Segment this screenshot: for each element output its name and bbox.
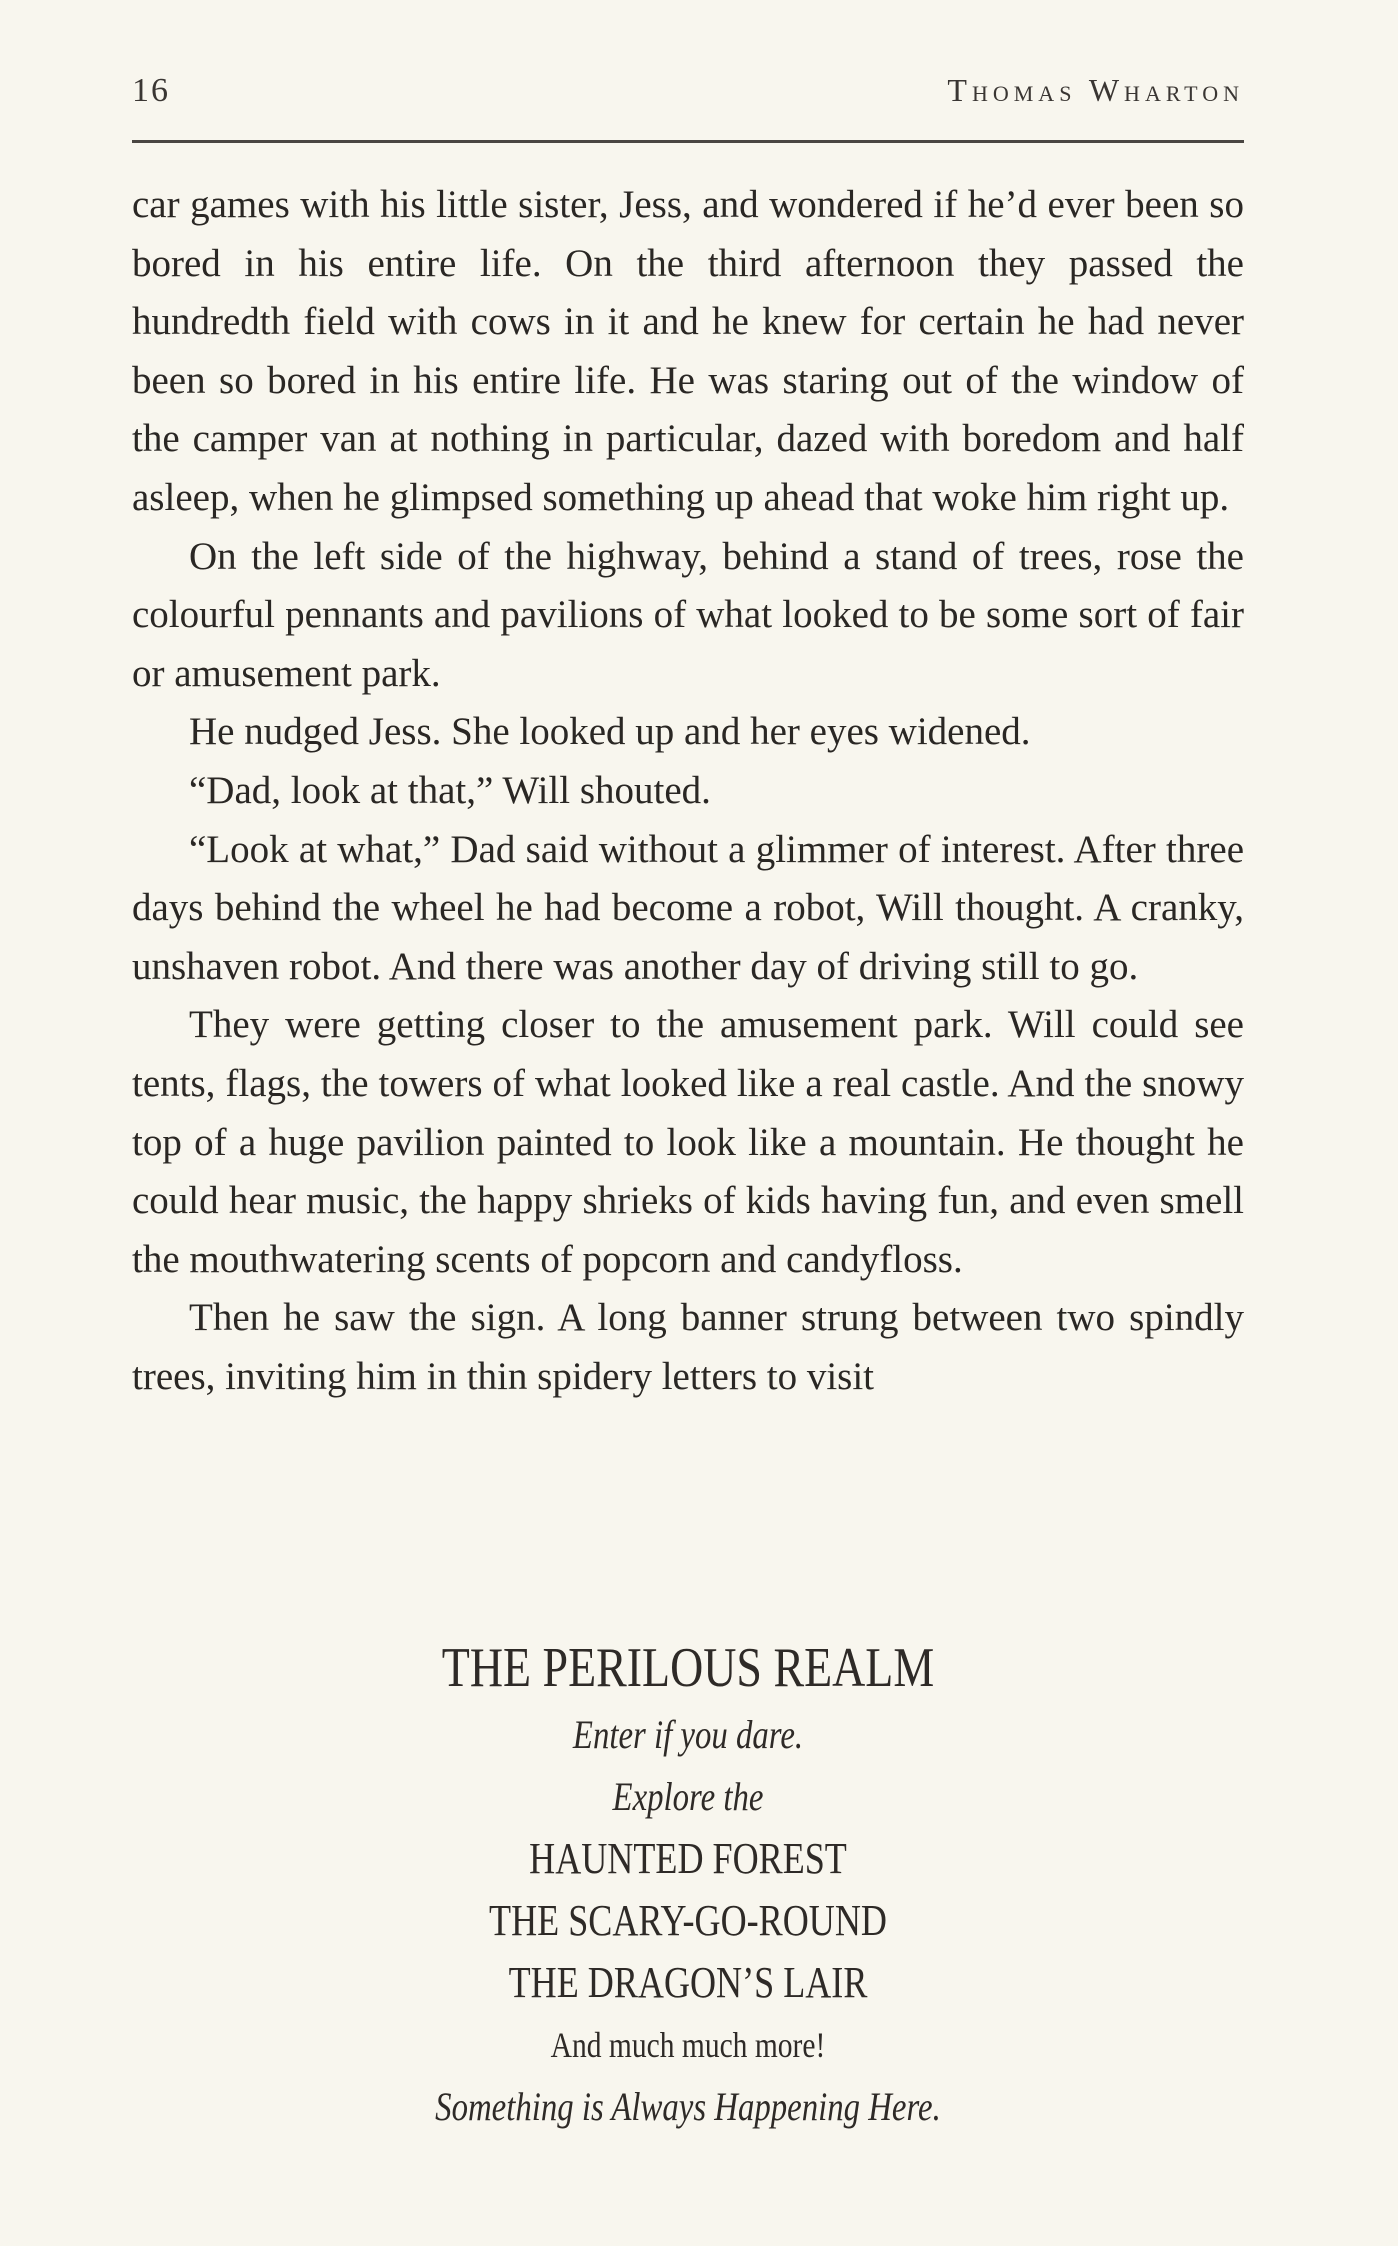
running-head-author: Thomas Wharton (947, 72, 1244, 108)
sign-title: THE PERILOUS REALM (441, 1637, 935, 1699)
paragraph: They were getting closer to the amusement park. Will could see tents, flags, the towers of what looked like a real castle. And the snowy top of a huge pavilion painted to look like a mountain. He thought he could hear music, the happy shrieks of kids having fun, and even smell the mouthwatering scents of popcorn and candyfloss. (132, 1003, 1244, 1281)
paragraph: On the left side of the highway, behind a stand of trees, rose the colourful pennants and pavilions of what looked to be some sort of fair or amusement park. (132, 534, 1244, 695)
page-number: 16 (132, 72, 170, 109)
sign-line: Something is Always Happening Here. (435, 2084, 941, 2129)
header-rule (132, 140, 1244, 143)
body-text (132, 176, 1244, 1406)
paragraph: “Look at what,” Dad said without a glimmer of interest. After three days behind the wheel he had become a robot, Will thought. A cranky, unshaven robot. And there was another day of driving still to go. (132, 827, 1244, 988)
sign-line: THE SCARY-GO-ROUND (489, 1896, 887, 1945)
paragraph: car games with his little sister, Jess, and wondered if he’d ever been so bored in his entire life. On the third afternoon they passed the hundredth field with cows in it and he knew for certain he had never been so bored in his entire life. He was staring out of the window of the camper van at nothing in particular, dazed with boredom and half asleep, when he glimpsed something up ahead that woke him right up. (132, 183, 1244, 519)
sign-line: Explore the (612, 1774, 764, 1819)
running-head (132, 70, 1244, 120)
paragraph: Then he saw the sign. A long banner strung between two spindly trees, inviting him in thin spidery letters to visit (132, 1296, 1244, 1398)
paragraph: He nudged Jess. She looked up and her eyes widened. (189, 710, 1031, 754)
sign-line: THE DRAGON’S LAIR (508, 1958, 868, 2007)
sign-line: And much much more! (550, 2025, 826, 2065)
paragraph: “Dad, look at that,” Will shouted. (189, 768, 711, 812)
sign-line: Enter if you dare. (572, 1712, 804, 1757)
banner-sign (132, 1632, 1244, 2138)
sign-line: HAUNTED FOREST (529, 1834, 847, 1883)
